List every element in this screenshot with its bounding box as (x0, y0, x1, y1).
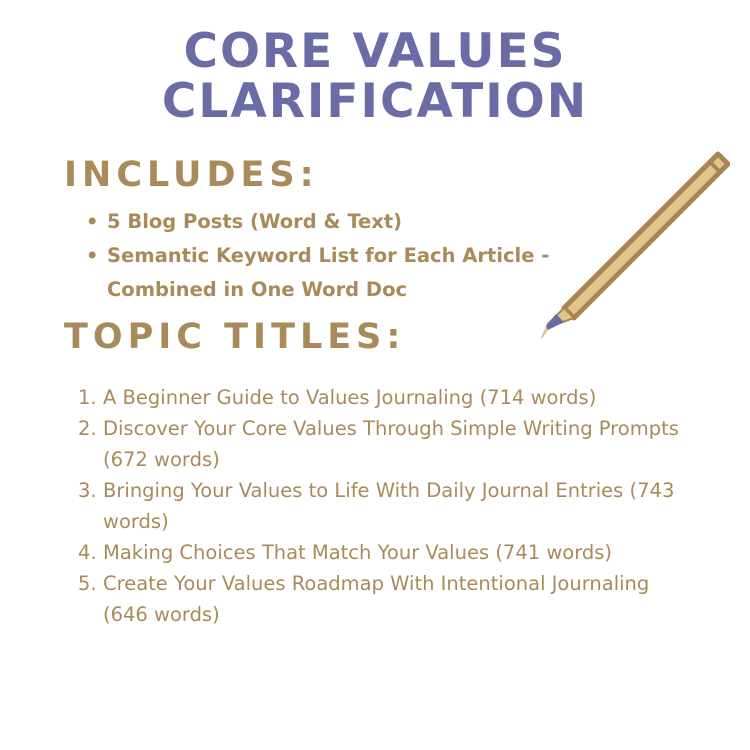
topic-item (78, 568, 688, 630)
topic-number: 1. (78, 386, 97, 409)
includes-item (86, 239, 606, 307)
topic-number: 2. (78, 417, 97, 440)
includes-heading: INCLUDES: (64, 155, 319, 195)
topic-number: 5. (78, 572, 97, 595)
page-title-line2: CLARIFICATION (161, 74, 589, 129)
topic-titles-list (78, 382, 688, 630)
topic-item (78, 537, 688, 568)
topic-item (78, 382, 688, 413)
bullet-icon: • (86, 244, 99, 267)
topic-number: 3. (78, 479, 97, 502)
topic-number: 4. (78, 541, 97, 564)
topic-titles-heading: TOPIC TITLES: (64, 317, 406, 357)
topic-text: Making Choices That Match Your Values (741 words) (103, 541, 613, 564)
includes-list (86, 205, 606, 307)
topic-text: A Beginner Guide to Values Journaling (714 words) (103, 386, 597, 409)
topic-text: Discover Your Core Values Through Simple Writing Prompts (672 words) (103, 417, 679, 471)
page-title-line1: CORE VALUES (183, 24, 567, 79)
topic-item (78, 475, 688, 537)
topic-text: Bringing Your Values to Life With Daily Journal Entries (743 words) (103, 479, 675, 533)
bullet-icon: • (86, 210, 99, 233)
includes-item-text: 5 Blog Posts (Word & Text) (107, 210, 403, 233)
includes-item (86, 205, 606, 239)
includes-item-text: Semantic Keyword List for Each Article - Combined in One Word Doc (107, 244, 550, 301)
topic-item (78, 413, 688, 475)
pencil-icon (530, 148, 730, 348)
topic-text: Create Your Values Roadmap With Intentional Journaling (646 words) (103, 572, 650, 626)
